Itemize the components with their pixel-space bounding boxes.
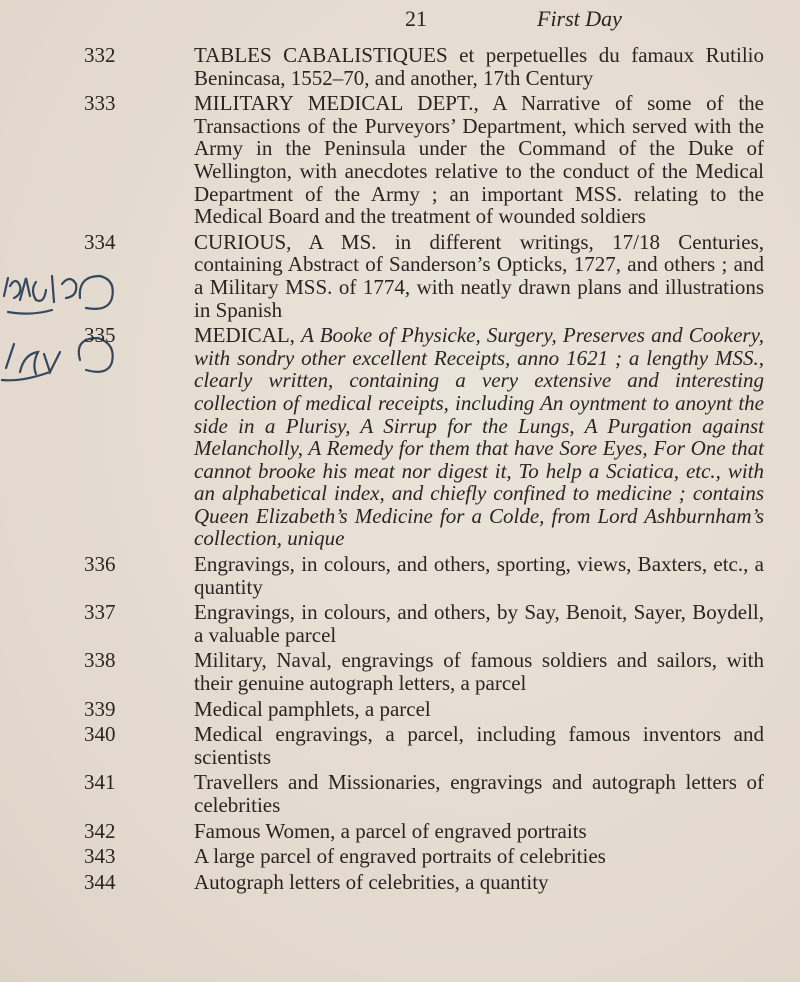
lot-number: 338 — [84, 648, 116, 673]
lot-description: Medical engravings, a parcel, including famous inventors and scientists — [194, 722, 764, 769]
lot-description: A large parcel of engraved portraits of celebrities — [194, 844, 606, 869]
lot-number: 333 — [84, 91, 116, 116]
lot-number — [0, 324, 194, 347]
circled-lot-number: 335 — [84, 323, 116, 348]
lot-description: Medical pamphlets, a parcel — [194, 696, 431, 721]
lot-number: 339 — [84, 696, 116, 721]
lot-number: 336 — [84, 552, 116, 577]
lot-entry — [0, 820, 800, 843]
lot-description-text: A Booke of Physicke, Surgery, Preserves and Cookery, with sondry other excellent Receipts, anno 1621 ; a lengthy MSS., clearly written, containing a very extensive and interesting collection of medical receipts, including An oyntment to anoynt the side in a Plurisy, A Sirrup for the Lungs, A Purgation against Melancholly, A Remedy for them that have Sore Eyes, For One that cannot brooke his meat nor digest it, To help a Sciatica, etc., with an alphabetical index, and chiefly confined to medicine ; contains Queen Elizabeth’s Medicine for a Colde, from Lord Ashburnham’s collection, unique — [194, 323, 765, 551]
lot-description — [194, 324, 764, 550]
lot-entry — [0, 723, 800, 768]
lot-number: 343 — [84, 844, 116, 869]
lot-entry — [0, 845, 800, 868]
lot-entry — [0, 231, 800, 321]
lot-description: Famous Women, a parcel of engraved portraits — [194, 818, 587, 843]
lot-description: Travellers and Missionaries, engravings and autograph letters of celebrities — [194, 770, 764, 817]
lot-description: Engravings, in colours, and others, by Say, Benoit, Sayer, Boydell, a valuable parcel — [194, 600, 764, 647]
lot-entry — [0, 44, 800, 89]
lot-description: Autograph letters of celebrities, a quantity — [194, 869, 549, 894]
lot-number: 340 — [84, 722, 116, 747]
lot-description: Engravings, in colours, and others, sporting, views, Baxters, etc., a quantity — [194, 552, 764, 599]
running-head: First Day — [537, 6, 622, 31]
page-number: 21 — [405, 6, 427, 31]
lot-entry — [0, 771, 800, 816]
lot-entry — [0, 601, 800, 646]
lot-description: MILITARY MEDICAL DEPT., A Narrative of some of the Transactions of the Purveyors’ Department, which served with the Army in the Peninsula under the Command of the Duke of Wellington, with anecdotes relative to the conduct of the Medical Department of the Army ; an important MSS. relating to the Medical Board and the treatment of wounded soldiers — [194, 91, 764, 229]
lot-number: 342 — [84, 818, 116, 843]
lot-entry — [0, 698, 800, 721]
lot-list — [0, 44, 800, 896]
lot-entry — [0, 649, 800, 694]
lot-description: Military, Naval, engravings of famous soldiers and sailors, with their genuine autograph letters, a parcel — [194, 648, 764, 696]
lot-number: 344 — [84, 869, 116, 894]
page-header — [0, 6, 800, 40]
lot-number: 332 — [84, 43, 116, 67]
lot-lead: MEDICAL, — [194, 323, 295, 348]
lot-entry — [0, 871, 800, 894]
circled-lot-number: 334 — [84, 229, 116, 254]
lot-entry — [0, 92, 800, 228]
lot-description: TABLES CABALISTIQUES et perpetuelles du famaux Rutilio Benincasa, 1552–70, and another, 17th Century — [194, 43, 764, 90]
lot-number: 341 — [84, 770, 116, 795]
lot-entry — [0, 553, 800, 598]
lot-number: 337 — [84, 600, 116, 625]
lot-description: CURIOUS, A MS. in different writings, 17/18 Centuries, containing Abstract of Sanderson’s Opticks, 1727, and others ; and a Military MSS. of 1774, with neatly drawn plans and illustrations in Spanish — [194, 229, 764, 322]
lot-number — [0, 231, 194, 254]
lot-entry — [0, 324, 800, 550]
